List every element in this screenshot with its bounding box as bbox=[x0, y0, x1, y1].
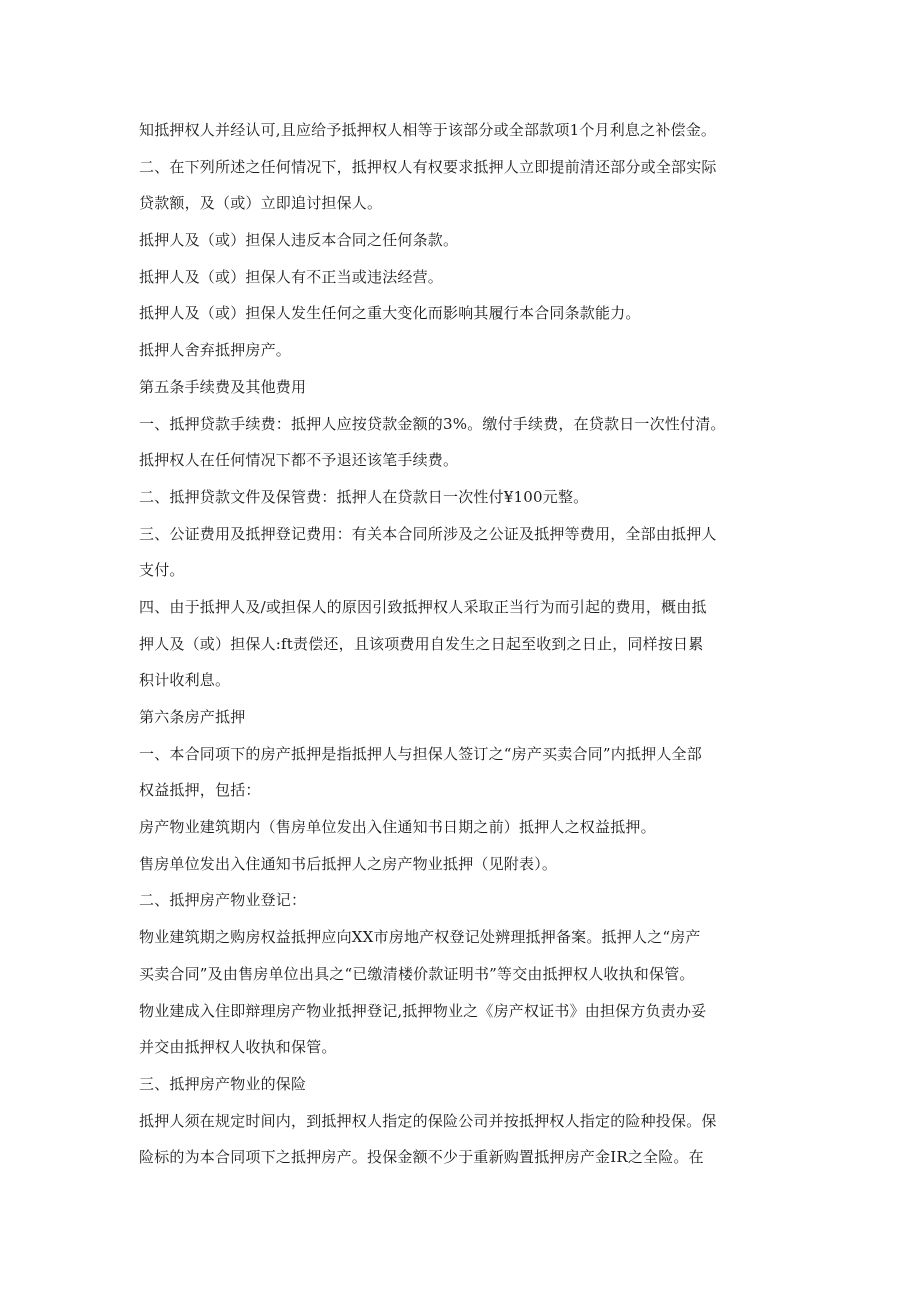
text-line: 险标的为本合同项下之抵押房产。投保金额不少于重新购置抵押房产金IR之全险。在 bbox=[139, 1148, 704, 1167]
text-line: 押人及（或）担保人:ft责偿还，且该项费用自发生之日起至收到之日止，同样按日累 bbox=[139, 634, 704, 653]
document-body bbox=[139, 112, 799, 1176]
text-line: 买卖合同”及由售房单位出具之“已缴清楼价款证明书”等交由抵押权人收执和保管。 bbox=[139, 964, 695, 983]
text-line: 三、公证费用及抵押登记费用：有关本合同所涉及之公证及抵押等费用，全部由抵押人 bbox=[139, 524, 717, 543]
text-line: 售房单位发出入住通知书后抵押人之房产物业抵押（见附表）。 bbox=[139, 854, 558, 873]
text-line: 一、本合同项下的房产抵押是指抵押人与担保人签订之“房产买卖合同”内抵押人全部 bbox=[139, 744, 702, 763]
text-line: 并交由抵押权人收执和保管。 bbox=[139, 1038, 337, 1057]
text-line: 抵押人须在规定时间内，到抵押权人指定的保险公司并按抵押权人指定的险种投保。保 bbox=[139, 1111, 717, 1130]
text-line: 抵押人及（或）担保人有不正当或违法经营。 bbox=[139, 267, 444, 286]
section-heading: 第五条手续费及其他费用 bbox=[139, 377, 307, 396]
text-line: 抵押人及（或）担保人违反本合同之任何条款。 bbox=[139, 231, 459, 250]
text-line: 一、抵押贷款手续费：抵押人应按贷款金额的3%。缴付手续费，在贷款日一次性付清。 bbox=[139, 414, 726, 433]
text-line: 知抵押权人并经认可,且应给予抵押权人相等于该部分或全部款项1个月利息之补偿金。 bbox=[139, 121, 717, 139]
text-line: 房产物业建筑期内（售房单位发出入住通知书日期之前）抵押人之权益抵押。 bbox=[139, 818, 656, 837]
text-line: 抵押人及（或）担保人发生任何之重大变化而影响其履行本合同条款能力。 bbox=[139, 304, 641, 323]
text-line: 物业建筑期之购房权益抵押应向XX市房地产权登记处辨理抵押备案。抵押人之“房产 bbox=[139, 928, 701, 947]
text-line: 抵押权人在任何情况下都不予退还该笔手续费。 bbox=[139, 451, 459, 470]
text-line: 三、抵押房产物业的保险 bbox=[139, 1074, 307, 1093]
text-line: 抵押人舍弃抵押房产。 bbox=[139, 341, 292, 360]
text-line: 二、抵押房产物业登记： bbox=[139, 891, 307, 910]
text-line: 权益抵押，包括： bbox=[139, 781, 261, 800]
text-line: 积计收利息。 bbox=[139, 671, 231, 690]
section-heading: 第六条房产抵押 bbox=[139, 708, 246, 726]
text-line: 二、抵押贷款文件及保管费：抵押人在贷款日一次性付¥100元整。 bbox=[139, 487, 589, 506]
text-line: 支付。 bbox=[139, 561, 185, 580]
text-line: 贷款额，及（或）立即追讨担保人。 bbox=[139, 194, 383, 213]
text-line: 二、在下列所述之任何情况下，抵押权人有权要求抵押人立即提前清还部分或全部实际 bbox=[139, 157, 717, 176]
text-line: 四、由于抵押人及/或担保人的原因引致抵押权人采取正当行为而引起的费用，概由抵 bbox=[139, 597, 707, 616]
text-line: 物业建成入住即辩理房产物业抵押登记,抵押物业之《房产权证书》由担保方负责办妥 bbox=[139, 1001, 707, 1020]
